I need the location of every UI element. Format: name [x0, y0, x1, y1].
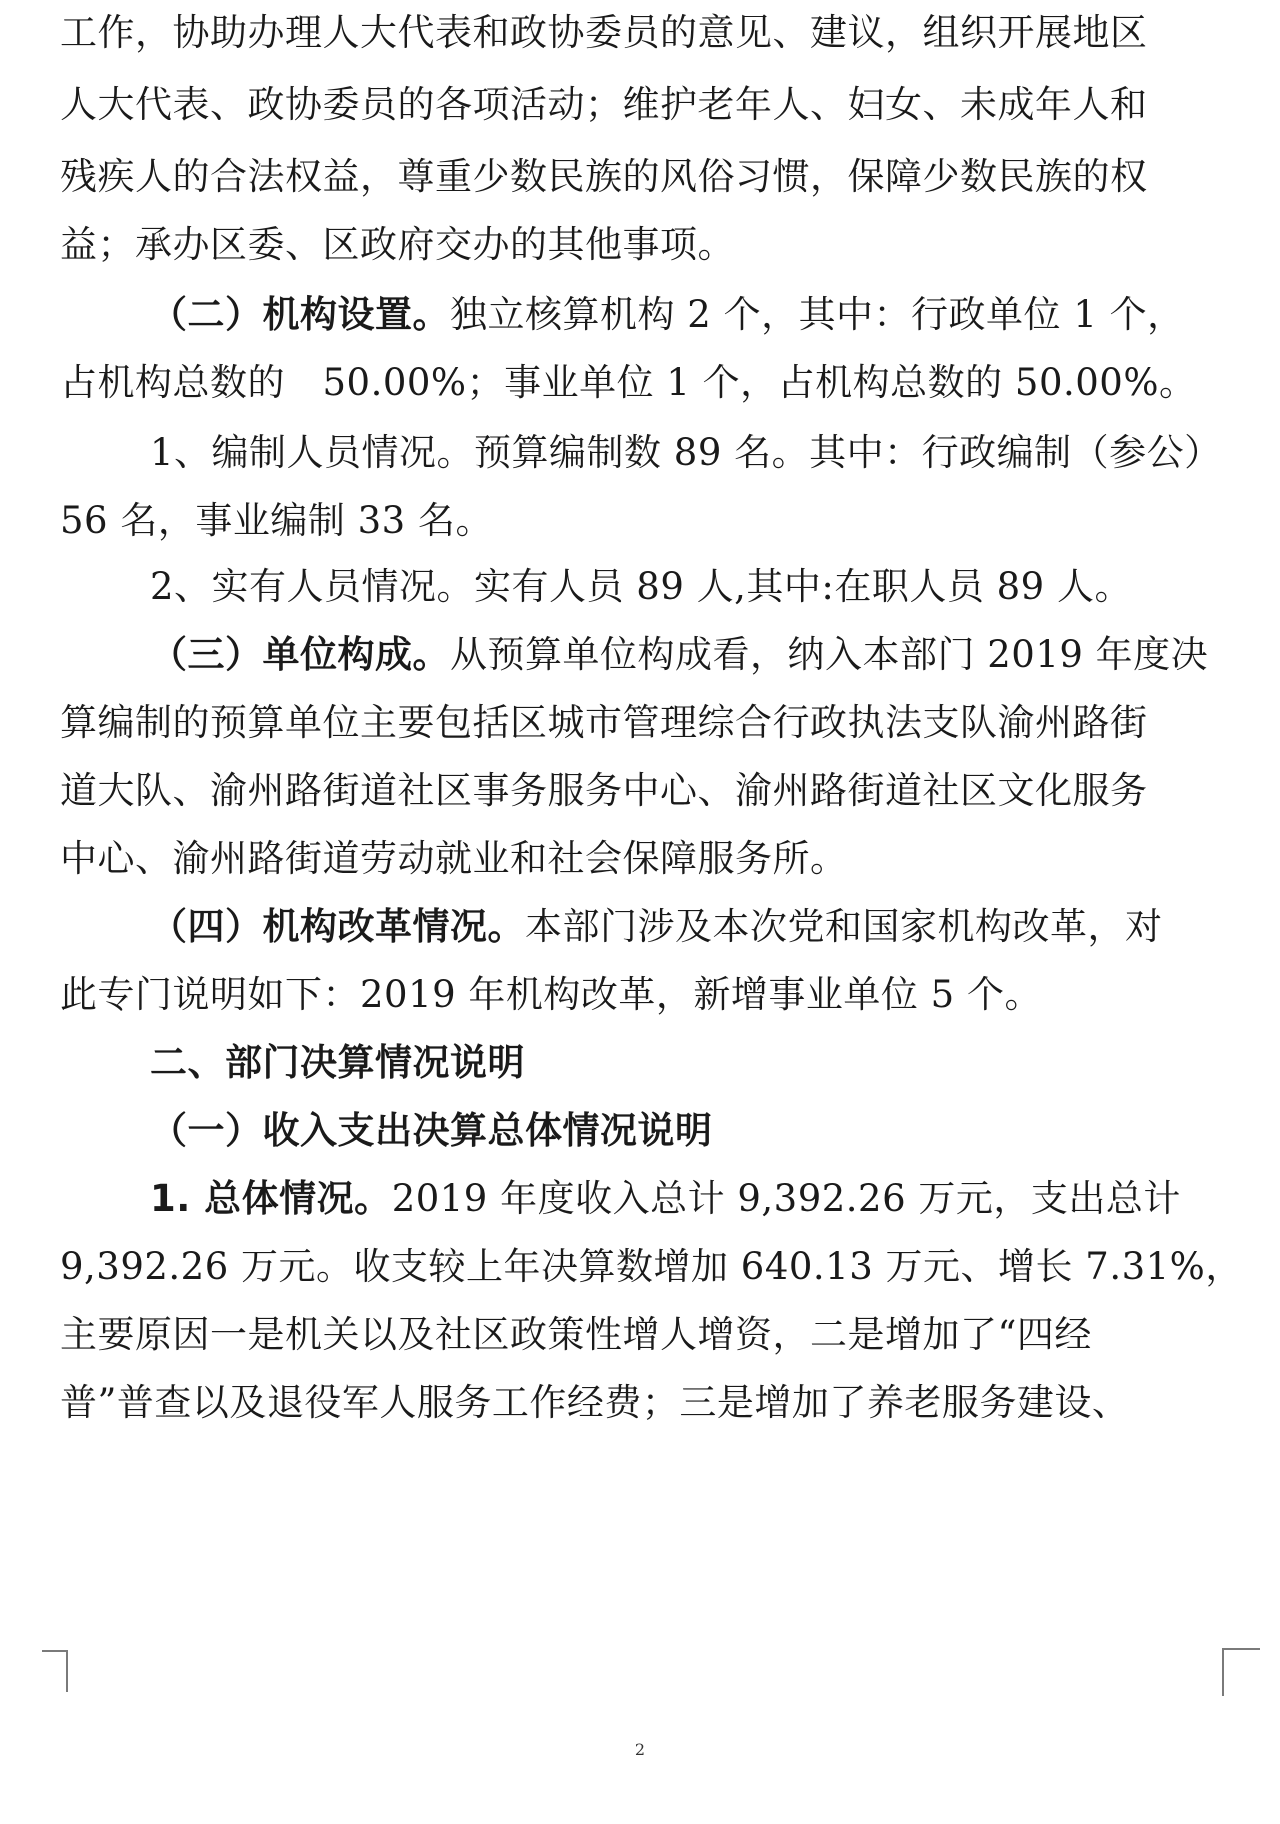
section-label: （二）机构设置。 [150, 293, 450, 336]
section-label: 1. 总体情况。 [150, 1177, 392, 1220]
section-unit-composition [150, 630, 1230, 680]
paragraph-line: 工作，协助办理人大代表和政协委员的意见、建议，组织开展地区 [60, 11, 1148, 54]
section-text: 从预算单位构成看，纳入本部门 2019 年度决 [450, 633, 1209, 676]
crop-mark-left [42, 1650, 68, 1692]
section-overall [150, 1174, 1230, 1224]
paragraph-line: 益；承办区委、区政府交办的其他事项。 [60, 223, 735, 266]
paragraph-line: 1、编制人员情况。预算编制数 89 名。其中：行政编制（参公） [150, 431, 1222, 474]
section-reform [150, 902, 1230, 952]
crop-mark-right [1222, 1648, 1260, 1696]
paragraph-line: 占机构总数的 50.00%；事业单位 1 个，占机构总数的 50.00%。 [60, 361, 1197, 404]
section-label: （三）单位构成。 [150, 633, 450, 676]
paragraph-line: 人大代表、政协委员的各项活动；维护老年人、妇女、未成年人和 [60, 83, 1148, 126]
paragraph-line: 9,392.26 万元。收支较上年决算数增加 640.13 万元、增长 7.31%， [60, 1245, 1243, 1288]
paragraph-line: 中心、渝州路街道劳动就业和社会保障服务所。 [60, 837, 848, 880]
sub-heading: （一）收入支出决算总体情况说明 [150, 1109, 713, 1152]
section-text: 独立核算机构 2 个，其中：行政单位 1 个， [450, 293, 1185, 336]
paragraph-line: 道大队、渝州路街道社区事务服务中心、渝州路街道社区文化服务 [60, 769, 1148, 812]
paragraph-line: 主要原因一是机关以及社区政策性增人增资，二是增加了“四经 [60, 1313, 1092, 1356]
page-number: 2 [634, 1740, 646, 1759]
part-heading: 二、部门决算情况说明 [150, 1041, 525, 1084]
paragraph-line: 56 名，事业编制 33 名。 [60, 499, 493, 542]
paragraph-line: 算编制的预算单位主要包括区城市管理综合行政执法支队渝州路街 [60, 701, 1148, 744]
section-text: 本部门涉及本次党和国家机构改革，对 [525, 905, 1163, 948]
section-text: 2019 年度收入总计 9,392.26 万元，支出总计 [391, 1177, 1181, 1220]
section-institution-setup [150, 290, 1230, 340]
paragraph-line: 残疾人的合法权益，尊重少数民族的风俗习惯，保障少数民族的权 [60, 155, 1148, 198]
paragraph-line: 2、实有人员情况。实有人员 89 人,其中:在职人员 89 人。 [150, 565, 1132, 608]
paragraph-line: 普”普查以及退役军人服务工作经费；三是增加了养老服务建设、 [60, 1381, 1130, 1424]
section-label: （四）机构改革情况。 [150, 905, 525, 948]
paragraph-line: 此专门说明如下：2019 年机构改革，新增事业单位 5 个。 [60, 973, 1042, 1016]
